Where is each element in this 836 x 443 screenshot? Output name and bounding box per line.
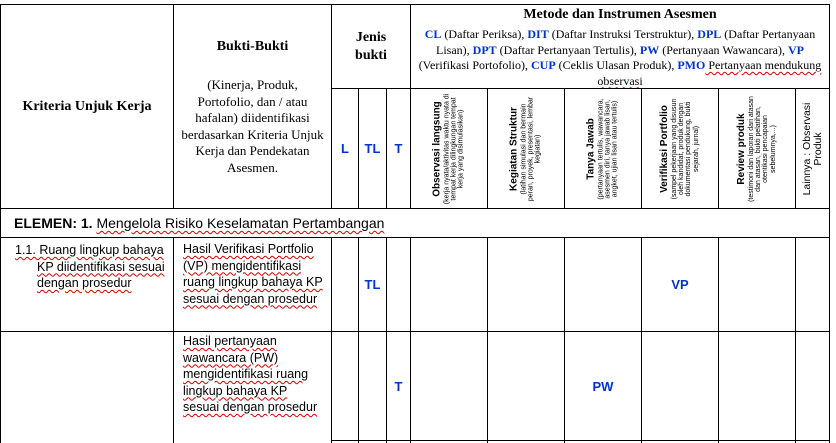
elemen-title: Mengelola Risiko Keselamatan Pertambangan: [96, 215, 385, 231]
grid-line: [173, 4, 174, 209]
grid-line: [795, 237, 796, 443]
legend-text: (Daftar Periksa),: [441, 27, 528, 41]
legend-text: (Daftar Pertanyaan Tertulis),: [496, 42, 640, 57]
legend-code: DIT: [527, 27, 549, 41]
legend-code: VP: [787, 42, 804, 57]
metode-title: Metode dan Instrumen Asesmen: [523, 7, 717, 22]
grid-line: [331, 440, 830, 441]
grid-line: [0, 4, 830, 5]
grid-line: [795, 88, 796, 209]
legend-code: CL: [424, 27, 442, 41]
bukti-text: Hasil Verifikasi Portfolio (VP) mengidentifikasi ruang lingkup bahaya KP sesuai dengan prosedur: [183, 242, 323, 306]
method-verifikasi-sub: (sampel pekerjaan yang disusun oleh kandidat, produk dengan dokumentasi pendukung, bukti sejarah, jurnal): [670, 98, 700, 199]
grid-line: [331, 4, 332, 209]
method-review-sub: (testimoni dan laporan dari atasan dan atasan, bukti pelatihan, otentikasi pencapaian sebelumnya,...): [747, 95, 777, 202]
method-review-title: Review produk: [736, 112, 748, 185]
grid-line: [410, 237, 411, 443]
metode-mark: [565, 332, 641, 440]
grid-line: [358, 237, 359, 443]
jenis-L-header: [332, 89, 358, 208]
bukti-text: Hasil pertanyaan wawancara (PW) mengidentifikasi ruang lingkup bahaya KP sesuai dengan prosedur: [183, 334, 318, 414]
bukti-cell: [174, 238, 331, 331]
method-tanya-jawab-sub: (pertanyaan tertulis, wawancara, asesmen diri, tanya jawab lisan, angket, ujian lisan atau tertulis): [597, 97, 619, 200]
legend-text: (Ceklis Ulasan Produk),: [555, 58, 678, 72]
method-kegiatan-header: [488, 89, 564, 208]
grid-line: [386, 237, 387, 443]
jenis-L-label: L: [341, 141, 349, 156]
jenis-T-label: T: [394, 141, 403, 156]
grid-line: [0, 4, 1, 443]
method-observasi-title: Observasi langsung: [431, 100, 443, 197]
metode-header: [411, 5, 829, 88]
legend-code: DPL: [697, 27, 722, 41]
method-lainnya-header: [796, 89, 829, 208]
method-observasi-sub: (kerja nyata/aktivitas waktu nyata di tempat kerja dilingkungan tempat kerja yang disimulasikan): [443, 93, 465, 204]
kriteria-header: [1, 5, 173, 208]
metode-mark-text: VP: [671, 277, 689, 292]
method-observasi-header: [411, 89, 487, 208]
method-verifikasi-title: Verifikasi Portfolio: [659, 104, 671, 193]
legend-text: Pertanyaan mendukung observasi: [597, 58, 822, 88]
grid-line: [487, 237, 488, 443]
jenis-TL-header: [359, 89, 386, 208]
jenis-mark: [387, 332, 410, 440]
kuk-cell: [1, 238, 173, 331]
method-tanya-jawab-header: [565, 89, 641, 208]
grid-line: [358, 88, 359, 209]
grid-line: [564, 88, 565, 209]
jenis-TL-label: TL: [364, 141, 381, 156]
legend-code: CUP: [531, 58, 556, 72]
legend-code: PW: [639, 42, 660, 57]
grid-line: [173, 237, 174, 443]
grid-line: [829, 4, 830, 443]
grid-line: [0, 237, 830, 238]
kriteria-header-label: Kriteria Unjuk Kerja: [22, 98, 152, 114]
method-kegiatan-sub: (latihan simulasi dan bermain peran, proyek, presentasi, lembar kegiatan): [520, 96, 542, 201]
grid-line: [718, 88, 719, 209]
grid-line: [564, 237, 565, 443]
legend-text: (Verifikasi Portofolio),: [418, 58, 531, 72]
grid-line: [410, 4, 411, 209]
bukti-cell: [174, 332, 331, 443]
legend-text: (Daftar Instruksi Terstruktur),: [548, 27, 698, 41]
grid-line: [487, 88, 488, 209]
metode-mark-text: PW: [592, 378, 614, 394]
grid-line: [0, 208, 830, 209]
kuk-text: 1.1. Ruang lingkup bahaya KP diidentifikasi sesuai dengan prosedur: [15, 243, 165, 290]
elemen-label: ELEMEN:: [14, 215, 77, 231]
bukti-header-title: Bukti-Bukti: [216, 39, 289, 54]
grid-line: [331, 237, 332, 443]
grid-line: [718, 237, 719, 443]
metode-legend: [415, 27, 825, 88]
elemen-row: [1, 209, 829, 237]
jenis-T-header: [387, 89, 410, 208]
grid-line: [386, 88, 387, 209]
metode-mark: [642, 238, 718, 331]
jenis-bukti-label: Jenis bukti: [355, 29, 387, 63]
legend-code: DPT: [472, 42, 497, 57]
legend-text: (Daftar Pertanyaan Lisan),: [436, 27, 816, 57]
legend-text: (Pertanyaan Wawancara),: [659, 42, 788, 57]
method-review-header: [719, 89, 795, 208]
method-kegiatan-title: Kegiatan Struktur: [508, 106, 520, 191]
method-tanya-jawab-title: Tanya Jawab: [585, 117, 597, 180]
grid-line: [331, 88, 830, 89]
method-verifikasi-header: [642, 89, 718, 208]
jenis-mark-text: T: [394, 378, 403, 394]
jenis-bukti-header: [332, 5, 410, 88]
bukti-header: [174, 5, 331, 208]
legend-code: PMO: [677, 58, 706, 72]
jenis-mark: [359, 238, 386, 331]
bukti-header-subtitle: (Kinerja, Produk, Portofolio, dan / atau hafalan) diidentifikasi berdasarkan Kriteria Unjuk Kerja dan Pendekatan Asesmen.: [181, 77, 324, 175]
method-lainnya-title: Lainnya : Observasi Produk: [800, 102, 824, 195]
grid-line: [641, 237, 642, 443]
jenis-mark-text: TL: [364, 277, 381, 292]
elemen-number: 1.: [80, 215, 93, 231]
grid-line: [641, 88, 642, 209]
grid-line: [0, 331, 830, 332]
